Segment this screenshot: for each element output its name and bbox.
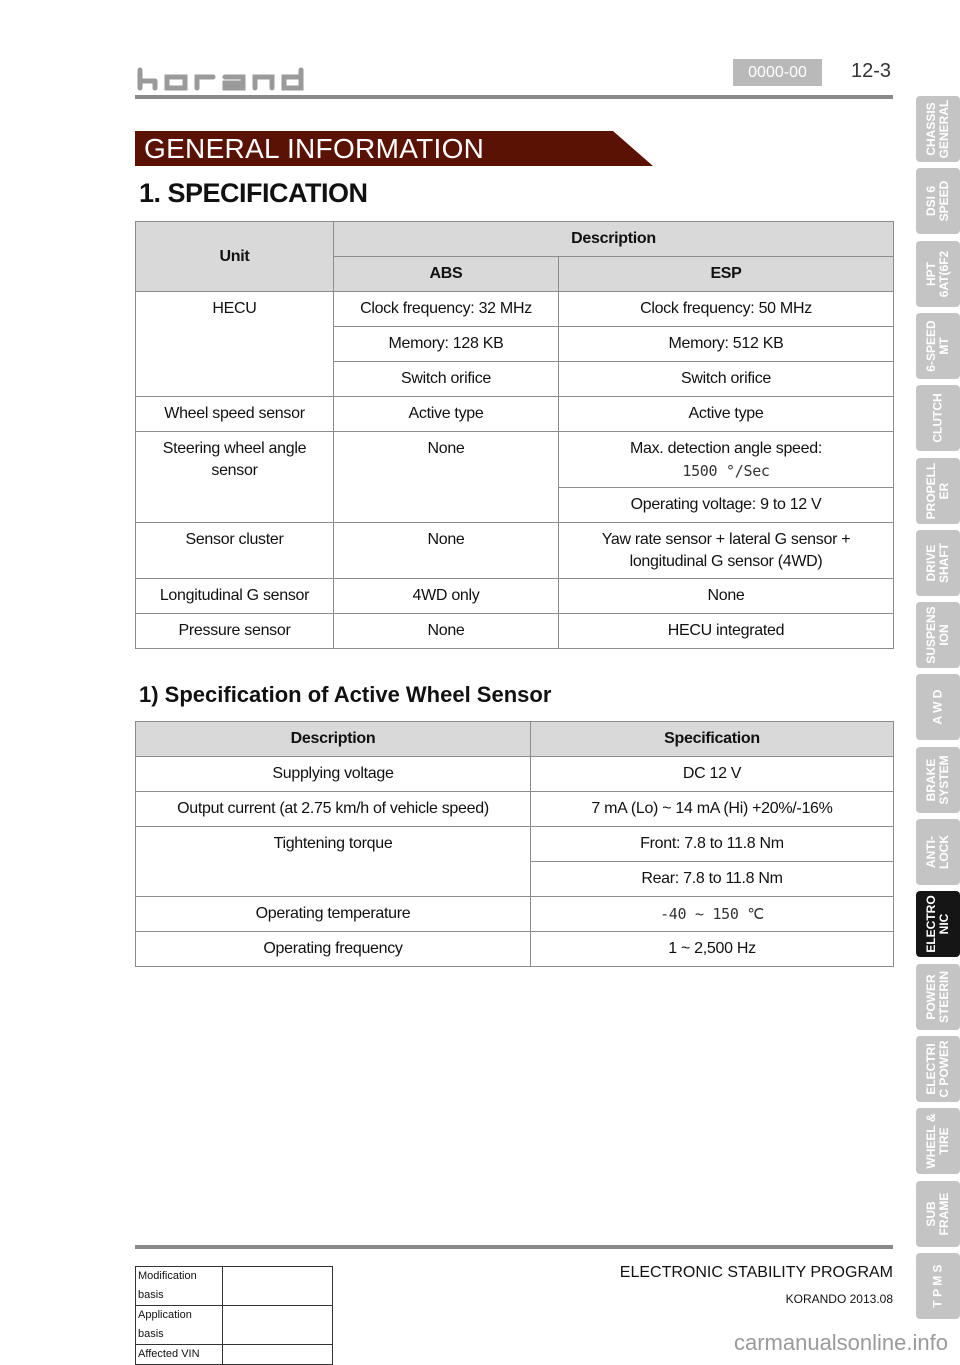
hecu-esp-memory: Memory: 512 KB [559, 327, 894, 362]
hecu-abs-orifice: Switch orifice [334, 362, 559, 397]
chapter-tab-label: SUB FRAME [924, 1192, 951, 1235]
specification-table [135, 221, 894, 649]
header-esp: ESP [559, 257, 894, 292]
header-description: Description [334, 222, 894, 257]
chapter-tab-label: ANTI- LOCK [924, 835, 951, 869]
operating-frequency-value: 1 ~ 2,500 Hz [531, 932, 894, 967]
output-current-label: Output current (at 2.75 km/h of vehicle speed) [136, 792, 531, 827]
basis-affected-vin: Affected VIN [136, 1345, 223, 1365]
chapter-tab-label: BRAKE SYSTEM [924, 755, 951, 805]
chapter-tab-t-p-m-s[interactable] [916, 1253, 960, 1319]
unit-sensor-cluster: Sensor cluster [136, 523, 334, 579]
longg-esp: None [559, 579, 894, 614]
cluster-esp: Yaw rate sensor + lateral G sensor + longitudinal G sensor (4WD) [559, 523, 894, 579]
chapter-tab-label: HPT 6AT(6F2 [924, 250, 951, 297]
korando-logo [135, 66, 317, 92]
document-code: 0000-00 [733, 59, 822, 86]
steer-esp-speed-label: Max. detection angle speed: [629, 440, 823, 457]
press-abs: None [334, 614, 559, 649]
steer-abs: None [334, 432, 559, 523]
chapter-tab-label: 6-SPEED MT [924, 320, 951, 372]
header-description: Description [136, 722, 531, 757]
tightening-torque-front: Front: 7.8 to 11.8 Nm [531, 827, 894, 862]
basis-modification-value [223, 1267, 333, 1306]
chapter-tab-label: PROPELL ER [924, 462, 951, 519]
chapter-tab-anti-lock[interactable] [916, 819, 960, 885]
steer-esp-speed-value: 1500 °/Sec [682, 462, 770, 480]
active-wheel-sensor-table [135, 721, 894, 967]
chapter-tab-label: ELECTRI C POWER [924, 1040, 951, 1098]
press-esp: HECU integrated [559, 614, 894, 649]
chapter-tab-drive-shaft[interactable] [916, 530, 960, 596]
chapter-tab-electro-nic[interactable] [916, 891, 960, 957]
output-current-value: 7 mA (Lo) ~ 14 mA (Hi) +20%/-16% [531, 792, 894, 827]
tightening-torque-rear: Rear: 7.8 to 11.8 Nm [531, 862, 894, 897]
chapter-tab-propell-er[interactable] [916, 458, 960, 524]
chapter-tab-sub-frame[interactable] [916, 1181, 960, 1247]
unit-longitudinal-g-sensor: Longitudinal G sensor [136, 579, 334, 614]
chapter-tab-label: CLUTCH [930, 393, 945, 443]
chapter-tab-electri-c-power[interactable] [916, 1036, 960, 1102]
footer-model-date: KORANDO 2013.08 [785, 1292, 893, 1306]
unit-hecu: HECU [136, 292, 334, 397]
chapter-tab-label: T P M S [930, 1264, 945, 1308]
chapter-tab-dsi-6-speed[interactable] [916, 168, 960, 234]
basis-application-value [223, 1306, 333, 1345]
chapter-tab-brake-system[interactable] [916, 747, 960, 813]
basis-modification: Modification basis [136, 1267, 223, 1306]
steer-esp-voltage: Operating voltage: 9 to 12 V [559, 488, 894, 523]
unit-wheel-speed-sensor: Wheel speed sensor [136, 397, 334, 432]
footer-rule [135, 1245, 893, 1249]
supplying-voltage-label: Supplying voltage [136, 757, 531, 792]
section-banner-title: GENERAL INFORMATION [144, 133, 485, 164]
wheel-abs: Active type [334, 397, 559, 432]
chapter-tab-label: DRIVE SHAFT [924, 542, 951, 583]
hecu-abs-memory: Memory: 128 KB [334, 327, 559, 362]
wheel-esp: Active type [559, 397, 894, 432]
header-abs: ABS [334, 257, 559, 292]
chapter-tab-suspens-ion[interactable] [916, 602, 960, 668]
supplying-voltage-value: DC 12 V [531, 757, 894, 792]
chapter-tab-label: POWER STEERIN [924, 970, 951, 1023]
chapter-tab-6-speed-mt[interactable] [916, 313, 960, 379]
section-banner [135, 131, 653, 166]
chapter-tab-label: CHASSIS GENERAL [924, 99, 951, 159]
hecu-esp-clock: Clock frequency: 50 MHz [559, 292, 894, 327]
unit-steering-angle-sensor: Steering wheel angle sensor [136, 432, 334, 523]
chapter-tab-label: A W D [930, 689, 945, 725]
operating-frequency-label: Operating frequency [136, 932, 531, 967]
header-unit: Unit [136, 222, 334, 292]
chapter-tab-power-steerin[interactable] [916, 964, 960, 1030]
header-rule [135, 95, 893, 99]
footer-title: ELECTRONIC STABILITY PROGRAM [619, 1264, 893, 1281]
chapter-tab-hpt-6at-6f2[interactable] [916, 241, 960, 307]
basis-table [135, 1266, 333, 1365]
operating-temperature-label: Operating temperature [136, 897, 531, 932]
chapter-tab-label: DSI 6 SPEED [924, 180, 951, 222]
longg-abs: 4WD only [334, 579, 559, 614]
cluster-abs: None [334, 523, 559, 579]
tightening-torque-label: Tightening torque [136, 827, 531, 897]
chapter-tab-clutch[interactable] [916, 385, 960, 451]
chapter-tab-chassis-general[interactable] [916, 96, 960, 162]
page-heading: 1. SPECIFICATION [139, 178, 368, 208]
unit-pressure-sensor: Pressure sensor [136, 614, 334, 649]
header-specification: Specification [531, 722, 894, 757]
chapter-tab-a-w-d[interactable] [916, 674, 960, 740]
operating-temperature-value: -40 ~ 150 ℃ [531, 897, 894, 932]
steer-esp-speed [559, 432, 894, 488]
hecu-esp-orifice: Switch orifice [559, 362, 894, 397]
hecu-abs-clock: Clock frequency: 32 MHz [334, 292, 559, 327]
chapter-tab-label: ELECTRO NIC [924, 895, 951, 953]
chapter-tab-wheel-tire[interactable] [916, 1108, 960, 1174]
chapter-tab-label: WHEEL & TIRE [924, 1113, 951, 1169]
basis-application: Application basis [136, 1306, 223, 1345]
subheading-active-wheel-sensor: 1) Specification of Active Wheel Sensor [139, 682, 552, 707]
page-number: 12-3 [851, 60, 892, 82]
chapter-tab-label: SUSPENS ION [924, 606, 951, 664]
watermark: carmanualsonline.info [733, 1330, 948, 1355]
basis-affected-vin-value [223, 1345, 333, 1365]
